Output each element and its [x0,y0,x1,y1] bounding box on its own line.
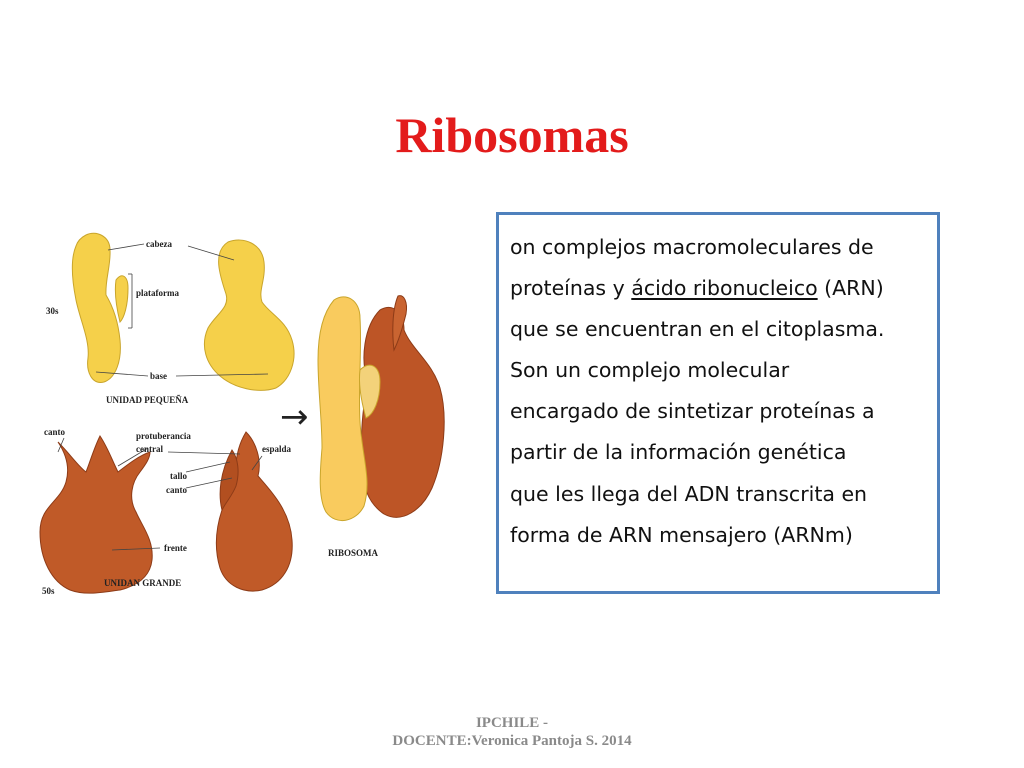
large-subunit-side [216,432,292,591]
ribosome-large-part [361,307,444,517]
arrow-icon: → [280,397,309,437]
ribosome-figure [0,210,480,610]
body-line-5: encargado de sintetizar proteínas a [510,399,875,424]
label-canto-mid: canto [166,485,187,495]
ribosome-small-part [318,297,367,521]
label-unidad-pequena: UNIDAD PEQUEÑA [106,395,189,405]
label-canto-top: canto [44,427,65,437]
body-line-2a: proteínas y [510,276,632,301]
body-line-8: forma de ARN mensajero (ARNm) [510,522,853,547]
label-base: base [150,371,168,381]
large-subunit-front [40,436,152,593]
label-frente: frente [164,543,187,553]
label-plataforma: plataforma [136,288,179,298]
body-line-7: que les llega del ADN transcrita en [510,481,868,506]
label-cabeza: cabeza [146,239,172,249]
label-unidad-grande: UNIDAN GRANDE [104,578,182,588]
body-line-2 [510,268,927,309]
slide-footer [362,714,662,750]
body-line-1: on complejos macromoleculares de [510,235,874,259]
footer-line-2: DOCENTE:Veronica Pantoja S. 2014 [392,733,632,749]
small-subunit-side [204,240,294,390]
acido-ribonucleico-link[interactable]: ácido ribonucleico [631,276,818,301]
label-50s: 50s [42,586,55,596]
body-line-4: Son un complejo molecular [510,358,790,383]
body-line-3: que se encuentran en el citoplasma. [510,317,885,342]
small-subunit-platform [115,276,128,322]
body-line-6: partir de la información genética [510,440,847,465]
body-line-2c: (ARN) [817,276,884,301]
label-protuberancia: protuberancia [136,431,191,441]
definition-textbox [496,212,940,594]
label-30s: 30s [46,306,59,316]
label-central: central [136,444,163,454]
label-tallo: tallo [170,471,187,481]
ribosome-diagram [0,210,480,610]
small-subunit-front [72,233,120,382]
footer-line-1: IPCHILE - [475,715,549,731]
label-espalda: espalda [262,444,292,454]
slide-title: Ribosomas [395,107,629,163]
label-ribosoma: RIBOSOMA [328,548,379,558]
